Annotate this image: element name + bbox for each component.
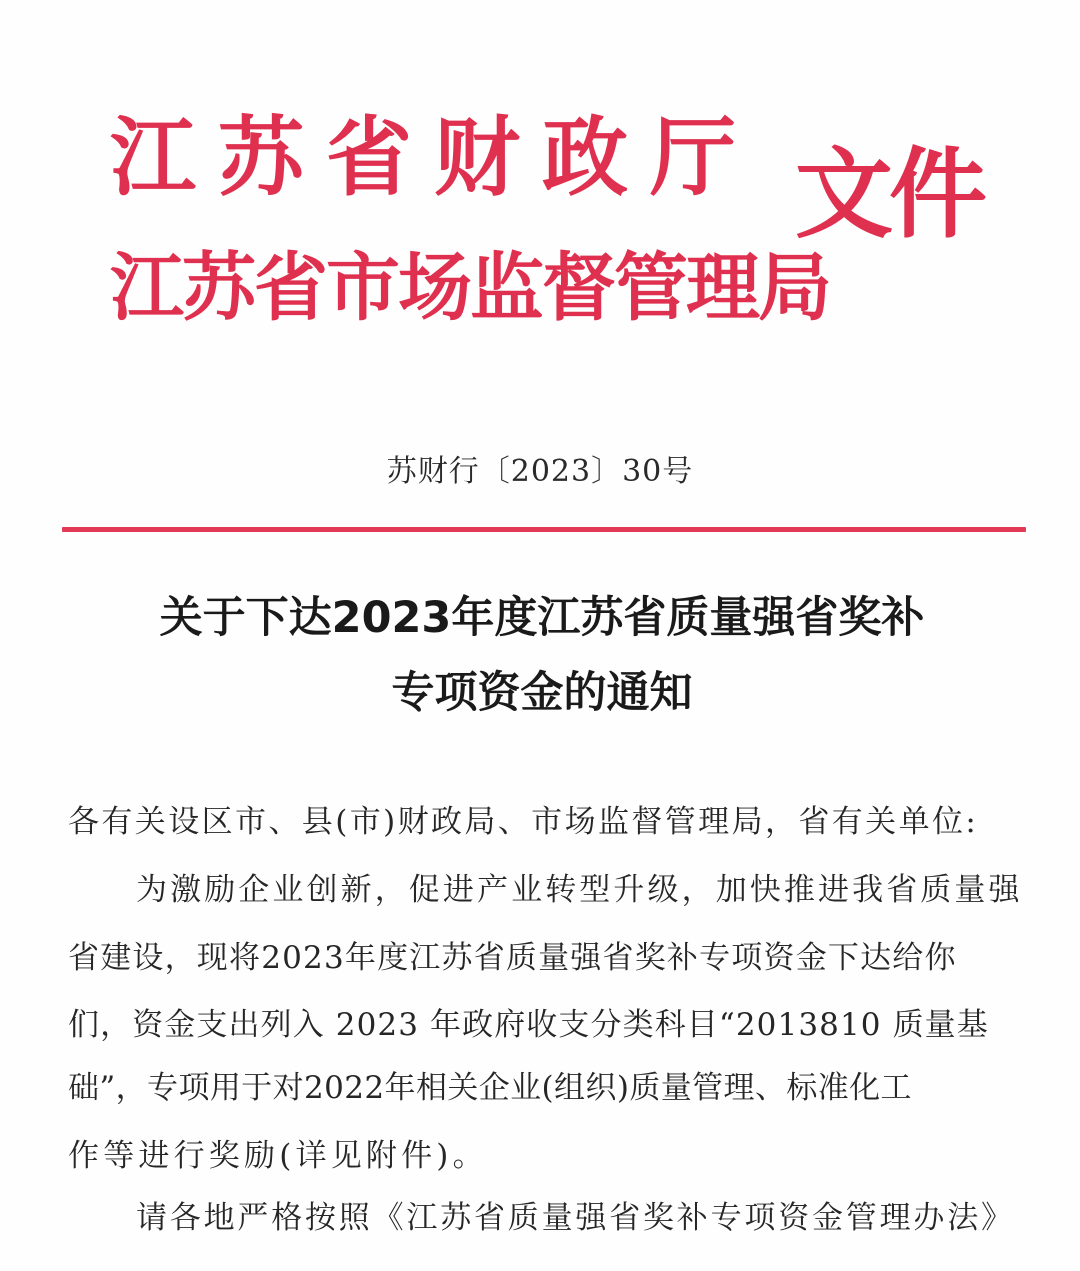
document-title-line-1: 关于下达2023年度江苏省质量强省奖补 — [159, 593, 925, 643]
document-header-suffix: 文件 — [795, 138, 984, 252]
issuer-name-market-regulation-bureau: 江苏省市场监督管理局 — [110, 245, 830, 331]
body-line: 请各地严格按照《江苏省质量强省奖补专项资金管理办法》 — [136, 1200, 1015, 1236]
document-number: 苏财行〔2023〕30号 — [386, 454, 694, 489]
document-title-line-2: 专项资金的通知 — [391, 668, 693, 718]
body-line: 们，资金支出列入 2023 年政府收支分类科目“2013810 质量基 — [68, 1007, 989, 1043]
issuer-name-finance-department: 江苏省财政厅 — [110, 108, 758, 208]
body-line: 为激励企业创新，促进产业转型升级，加快推进我省质量强 — [136, 872, 1023, 908]
body-line-addressee: 各有关设区市、县(市)财政局、市场监督管理局，省有关单位: — [68, 804, 979, 840]
body-line: 省建设，现将2023年度江苏省质量强省奖补专项资金下达给你 — [68, 940, 957, 976]
body-line: 作等进行奖励(详见附件)。 — [68, 1138, 488, 1174]
red-separator-rule — [62, 527, 1026, 532]
body-line: 础”，专项用于对2022年相关企业(组织)质量管理、标准化工 — [68, 1070, 912, 1106]
